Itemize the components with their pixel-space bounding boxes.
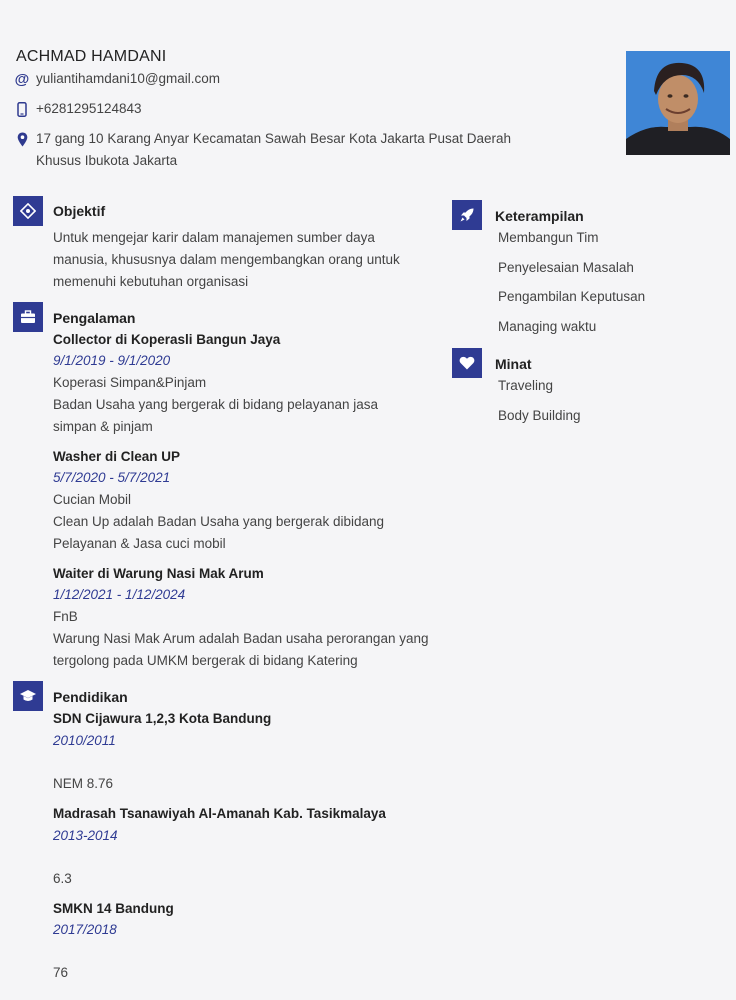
address-text: 17 gang 10 Karang Anyar Kecamatan Sawah Besar Kota Jakarta Pusat Daerah Khusus Ibukota Jakarta bbox=[36, 131, 512, 168]
interest-item: Body Building bbox=[498, 408, 581, 423]
job-dates: 1/12/2021 - 1/12/2024 bbox=[53, 587, 186, 602]
job-description: Clean Up adalah Badan Usaha yang bergerak dibidang Pelayanan & Jasa cuci mobil bbox=[53, 514, 384, 551]
job-description: Warung Nasi Mak Arum adalah Badan usaha perorangan yang tergolong pada UMKM bergerak di bidang Katering bbox=[53, 631, 429, 668]
interests-title: Minat bbox=[495, 356, 532, 372]
skill-item: Membangun Tim bbox=[498, 230, 599, 245]
education-title: Pendidikan bbox=[53, 689, 128, 705]
school-grade: 76 bbox=[53, 965, 69, 980]
heart-icon bbox=[452, 348, 482, 378]
at-icon: @ bbox=[14, 70, 30, 88]
school-name: SDN Cijawura 1,2,3 Kota Bandung bbox=[53, 711, 272, 726]
school-years: 2017/2018 bbox=[53, 922, 117, 937]
rocket-icon bbox=[452, 200, 482, 230]
address-row bbox=[14, 128, 536, 172]
phone-text: +6281295124843 bbox=[36, 101, 142, 116]
skill-item: Penyelesaian Masalah bbox=[498, 260, 634, 275]
email-text: yuliantihamdani10@gmail.com bbox=[36, 71, 221, 86]
school-years: 2013-2014 bbox=[53, 828, 118, 843]
location-pin-icon bbox=[14, 131, 30, 147]
experience-title: Pengalaman bbox=[53, 310, 136, 326]
target-icon bbox=[13, 196, 43, 226]
job-description: Badan Usaha yang bergerak di bidang pelayanan jasa simpan & pinjam bbox=[53, 397, 378, 434]
phone-icon bbox=[14, 101, 30, 117]
school-name: Madrasah Tsanawiyah Al-Amanah Kab. Tasikmalaya bbox=[53, 806, 386, 821]
job-title: Washer di Clean UP bbox=[53, 449, 181, 464]
profile-photo bbox=[626, 51, 730, 155]
phone-row bbox=[14, 101, 142, 117]
job-dates: 5/7/2020 - 5/7/2021 bbox=[53, 470, 171, 485]
job-company: Cucian Mobil bbox=[53, 492, 132, 507]
objective-title: Objektif bbox=[53, 203, 106, 219]
candidate-name: ACHMAD HAMDANI bbox=[16, 48, 167, 65]
job-company: Koperasi Simpan&Pinjam bbox=[53, 375, 207, 390]
job-title: Collector di Koperasli Bangun Jaya bbox=[53, 332, 281, 347]
interest-item: Traveling bbox=[498, 378, 554, 393]
school-years: 2010/2011 bbox=[53, 733, 116, 748]
job-company: FnB bbox=[53, 609, 78, 624]
school-name: SMKN 14 Bandung bbox=[53, 901, 174, 916]
objective-text: Untuk mengejar karir dalam manajemen sumber daya manusia, khususnya dalam mengembangkan orang untuk memenuhi kebutuhan organisasi bbox=[53, 230, 400, 289]
skill-item: Pengambilan Keputusan bbox=[498, 289, 646, 304]
school-grade: NEM 8.76 bbox=[53, 776, 114, 791]
briefcase-icon bbox=[13, 302, 43, 332]
graduation-cap-icon bbox=[13, 681, 43, 711]
skills-title: Keterampilan bbox=[495, 208, 584, 224]
skill-item: Managing waktu bbox=[498, 319, 597, 334]
job-title: Waiter di Warung Nasi Mak Arum bbox=[53, 566, 264, 581]
email-row bbox=[14, 71, 220, 87]
job-dates: 9/1/2019 - 9/1/2020 bbox=[53, 353, 171, 368]
school-grade: 6.3 bbox=[53, 871, 72, 886]
